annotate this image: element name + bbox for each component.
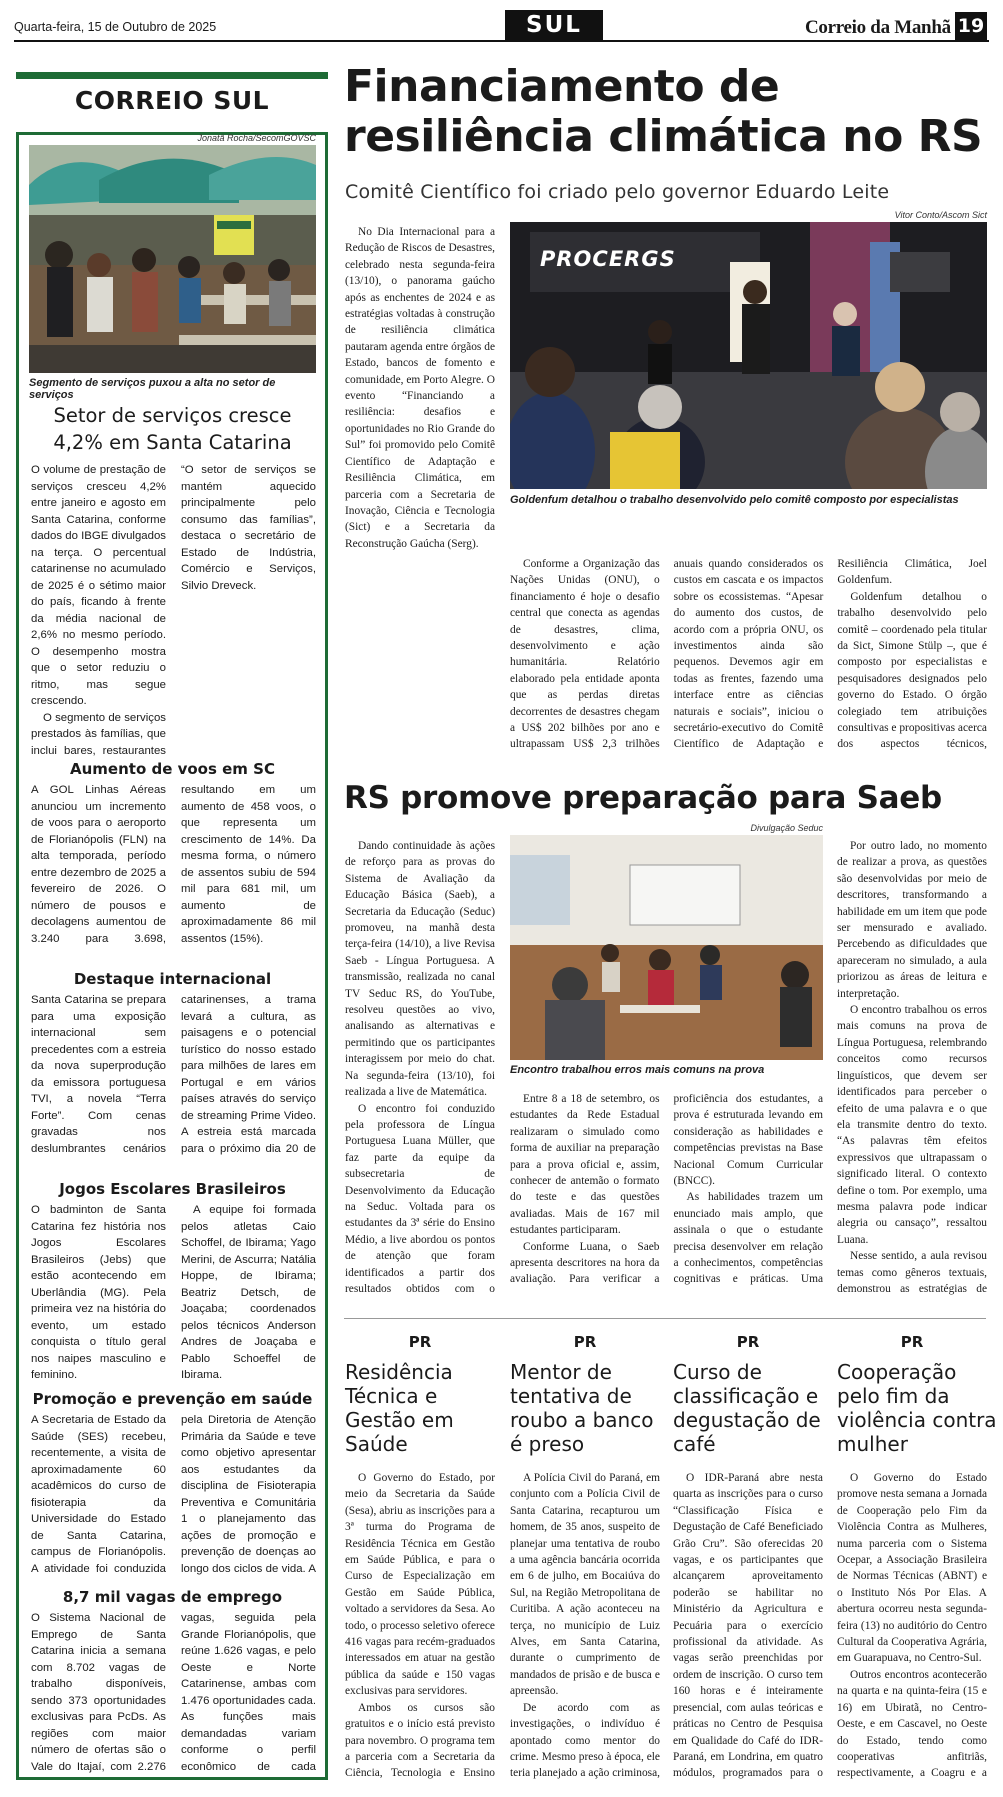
saeb-column-4 — [837, 838, 987, 1300]
paragraph: Dando continuidade às ações de reforço para as provas do Sistema de Avaliação da Educação Básica (Saeb), a Secretaria da Educação (Seduc) promoveu, na manhã desta terça-feira (14/10), a live Revisa Saeb - Língua Portuguesa. A transmissão, realizada no canal TV Seduc RS, do YouTube, resolveu questões ao vivo, analisando as alternativas e permitindo que os participantes interagissem por meio do chat. Na segunda-feira (13/10), foi realizada a live de Matemática. — [345, 840, 495, 1099]
paragraph: A Polícia Civil do Paraná, em conjunto com a Polícia Civil de Santa Catarina, recapturou um homem, de 35 anos, suspeito de planejar uma tentativa de roubo a uma agência bancária ocorrida em 6 de julho, em Bocaiúva do Sul, na Região Metropolitana de Curitiba. A ação aconteceu na terça, no município de Luiz Alves, em Santa Catarina, durante o cumprimento de mandados de prisão e de busca e apreensão. — [510, 1472, 660, 1698]
paragraph: O volume de prestação de serviços cresceu 4,2% entre janeiro e agosto em Santa Catarina, conforme dados do IBGE divulgados na terça. O percentual catarinense no acumulado de 2025 é o sétimo maior do país, ficando à frente da média nacional de 2,6% no mesmo período. O desempenho mostra que o setor reduziu o ritmo, mas segue crescendo. — [31, 464, 166, 707]
photo-sign-procergs: PROCERGS — [540, 247, 676, 271]
lead-headline: Financiamento de resiliência climática no RS — [344, 61, 983, 162]
paragraph: A GOL Linhas Aéreas anunciou um incremento de voos para o aeroporto de Florianópolis (FLN) na alta temporada, período entre dezembro de 2025 a fevereiro de 2026. O número de pousos e decolagens aumentou de 3.240 para 3.698, resultando em um aumento de 458 voos, o que representa um crescimento de 14%. Da mesma forma, o número de assentos subiu de 594 mil para 681 mil, um aumento de aproximadamente 86 mil assentos (15%). — [31, 784, 316, 945]
sidebar-title: CORREIO SUL — [74, 86, 270, 115]
page-number: 19 — [955, 12, 987, 40]
lead-deck: Comitê Científico foi criado pelo governor Eduardo Leite — [345, 181, 890, 203]
brief3-tag: PR — [736, 1333, 760, 1351]
sidebar-story6-title: 8,7 mil vagas de emprego — [62, 1588, 283, 1606]
saeb-photo — [510, 835, 823, 1060]
sidebar-photo — [29, 145, 316, 373]
sidebar-story1-col2 — [181, 462, 316, 762]
sidebar-story2-text — [31, 782, 316, 957]
paragraph: Santa Catarina se prepara para uma exposição internacional sem precedentes com a estreia da nova superprodução da emissora portuguesa TVI, a novela “Terra Forte”. Com cenas gravadas nos deslumbrantes cenários catarinenses, a trama levará a cultura, as paisagens e o potencial turístico do nosso estado para milhões de lares em Portugal e em vários países através do serviço de streaming Prime Video. A estreia está marcada para o próximo dia 20 de — [31, 994, 316, 1155]
restaurant-scene-illustration — [29, 145, 316, 373]
paragraph: “O setor de serviços se mantém aquecido principalmente pelo consumo das famílias”, destaca o secretário de Estado de Indústria, Comércio e Serviços, Silvio Dreveck. — [181, 464, 316, 592]
paragraph: Goldenfum detalhou o trabalho desenvolvido pelo comitê – coordenado pela titular da Sict, Simone Stülp –, que é composto por especialistas e pesquisadores designados pelo governo do Estado. O órgão colegiado tem atribuições consultivas e propositivas acerca dos aspectos técnicos, — [837, 590, 987, 751]
paragraph: A Secretaria de Estado da Saúde (SES) recebeu, recentemente, a visita de aproximadamente 60 acadêmicos do curso de fisioterapia da Universidade do Estado de Santa Catarina, campus de Florianópolis. A atividade foi conduzida pela Diretoria de Atenção Primária da Saúde e teve como objetivo apresentar aos estudantes da disciplina de Fisioterapia Preventiva e Comunitária 1 o planejamento das ações de promoção e prevenção de doenças ao longo dos ciclos de vida. A — [31, 1414, 316, 1575]
paragraph: O Governo do Estado, por meio da Secretaria da Saúde (Sesa), abriu as inscrições para a 3ª turma do Programa de Residência Técnica em Gestão em Saúde Pública, e para o Curso de Especialização em Gestão em Saúde Pública, voltado a servidores da Sesa. Ao todo, o processo seletivo oferece 416 vagas para recém-graduados interessados em atuar na gestão pública da saúde e 150 vagas exclusivas para servidores. — [345, 1472, 495, 1698]
brief2-tag: PR — [573, 1333, 597, 1351]
paragraph: As habilidades trazem um enunciado mais amplo, que assinala o que o estudante precisa desenvolver em relação a conhecimentos, competências cognitivas e práticas. Uma — [673, 1191, 823, 1286]
classroom-illustration — [510, 835, 823, 1060]
newspaper-name: Correio da Manhã — [805, 17, 951, 38]
brief3-text — [673, 1470, 823, 1780]
sidebar-photo-caption: Segmento de serviços puxou a alta no setor de serviços — [29, 377, 276, 401]
brief3-title: Curso de classificação e degustação de café — [673, 1360, 821, 1456]
sidebar-top-bar — [16, 72, 328, 79]
saeb-photo-credit: Divulgação Seduc — [750, 823, 823, 833]
brief1-title: Residência Técnica e Gestão em Saúde — [345, 1360, 454, 1456]
paragraph: Por outro lado, no momento de realizar a prova, as questões são desenvolvidas por meio de descritores, transformando a habilidade em um item que pode ser mensurado e avaliado. Percebendo as dificuldades que apareceram no simulado, a aula priorizou as áreas de leitura e interpretação. — [837, 840, 987, 1000]
sidebar-story3-text — [31, 992, 316, 1167]
brief4-text — [837, 1470, 987, 1780]
sidebar-story5-title: Promoção e prevenção em saúde — [32, 1390, 313, 1408]
sidebar-story5-text — [31, 1412, 316, 1584]
brief4-title: Cooperação pelo fim da violência contra mulher — [837, 1360, 997, 1456]
paragraph: O segmento de serviços prestados às famílias, que inclui bares, restaurantes — [31, 711, 166, 757]
paragraph: O IDR-Paraná abre nesta quarta as inscrições para o curso “Classificação Física e Degustação de Café Beneficiado Grão Cru”. São oferecidas 20 vagas, e os participantes que alcançarem aproveitamento poderão se habilitar no Ministério da Agricultura e Pecuária para o exercício profissional da atividade. As vagas serão preenchidas por ordem de inscrição. O curso tem 160 horas e é inteiramente presencial, com aulas teóricas e práticas no Centro de Pesquisa em Qualidade do Café do IDR-Paraná, em Londrina, em quatro módulos, programados para o — [673, 1472, 823, 1780]
paragraph: De acordo com as investigações, o indivíduo é apontado como mentor do crime. Mesmo preso à época, ele teria planejado a ação criminosa, — [510, 1701, 660, 1780]
lead-photo — [510, 222, 987, 489]
paragraph: Conforme Luana, o Saeb apresenta descritores na hora da avaliação. Para verificar a proficiência dos estudantes, a prova é estruturada levando em consideração as habilidades e competências previstas na Base Nacional Comum Curricular (BNCC). — [510, 1093, 823, 1286]
paragraph: Entre 8 a 18 de setembro, os estudantes da Rede Estadual realizaram o simulado como forma de auxiliar na preparação para a prova oficial e, assim, conhecer de antemão o formato do teste e das questões avaliadas. Mais de 167 mil estudantes participaram. — [510, 1093, 660, 1237]
lead-photo-credit: Vitor Conto/Ascom Sict — [894, 210, 987, 220]
saeb-column-1 — [345, 838, 495, 1296]
brief2-text — [510, 1470, 660, 1780]
sidebar-story4-title: Jogos Escolares Brasileiros — [59, 1180, 286, 1198]
masthead-rule — [14, 40, 989, 42]
paragraph: A equipe foi formada pelos atletas Caio Schoffel, de Ibirama; Yago Merini, de Ascurra; Natália Hoppe, de Ibirama; Beatriz Detsch, de Joaçaba; coordenados pelos técnicos Anderson Andres de Joaçaba e Pablo Schoeffel de Ibirama. — [181, 1204, 316, 1381]
lead-columns-2-4 — [510, 556, 987, 768]
paragraph: O Sistema Nacional de Emprego de Santa Catarina inicia a semana com 8.702 vagas de trabalho disponíveis, sendo 373 oportunidades exclusivas para PcDs. As regiões com maior número de ofertas são o Vale do Itajaí, com 2.276 vagas, seguida pela Grande Florianópolis, que reúne 1.626 vagas, e pelo Oeste e Norte Catarinense, ambas com 1.476 oportunidades cada. As funções mais demandadas variam conforme o perfil econômico de cada — [31, 1612, 316, 1773]
sidebar-headline: Setor de serviços cresce 4,2% em Santa Catarina — [53, 404, 292, 454]
brief1-text — [345, 1470, 495, 1780]
paragraph: No Dia Internacional para a Redução de Riscos de Desastres, celebrado nesta segunda-feira (13/10), o panorama gaúcho após as enchentes de 2024 e as estratégias voltadas à construção de resiliência climática pautaram agenda entre órgãos de Estado, bancos de fomento e comunidade, em Porto Alegre. O evento “Financiando a resiliência: desafios e oportunidades no Rio Grande do Sul” foi promovido pelo Comitê Científico de Adaptação e Resiliência Climática, em parceria com a Secretaria de Inovação, Ciência e Tecnologia (Sict) e a Secretaria da Reconstrução Gaúcha (Serg). — [345, 226, 495, 550]
section-label: SUL — [505, 10, 603, 40]
brief4-tag: PR — [900, 1333, 924, 1351]
saeb-columns-2-3 — [510, 1091, 823, 1301]
paragraph: Ambos os cursos são gratuitos e o início está previsto para novembro. O programa tem a parceria com a Secretaria da Ciência, Tecnologia e Ensino — [345, 1701, 495, 1780]
sidebar-story2-title: Aumento de voos em SC — [70, 760, 275, 778]
paragraph: Outros encontros acontecerão na quarta e na quinta-feira (15 e 16) em Ubiratã, no Centro-Oeste, e em Cascavel, no Oeste do Estado, tendo como cooperativas anfitriãs, respectivamente, a Coagru e a — [837, 1668, 987, 1780]
sidebar-story3-title: Destaque internacional — [73, 970, 272, 988]
lead-column-1b — [345, 503, 495, 773]
paragraph: O badminton de Santa Catarina fez história nos Jogos Escolares Brasileiros (Jebs) que estão acontecendo em Uberlândia (MG). Pela primeira vez na história do evento, um estado conquista o título geral nos naipes masculino e feminino. — [31, 1204, 166, 1381]
paragraph: O Governo do Estado promove nesta semana a Jornada de Cooperação pelo Fim da Violência Contra as Mulheres, numa parceria com o Sistema Ocepar, a Associação Brasileira de Normas Técnicas (ABNT) e o Instituto Nós Por Elas. A abertura ocorreu nesta segunda-feira (13) no auditório do Centro Cultural da Cooperativa Agrária, em Guarapuava, no Centro-Sul. — [837, 1472, 987, 1665]
briefs-rule — [344, 1318, 986, 1319]
sidebar-story1-col1 — [31, 462, 166, 762]
sidebar-story4-text — [31, 1202, 316, 1387]
sidebar-story6-text — [31, 1610, 316, 1776]
brief1-tag: PR — [408, 1333, 432, 1351]
brief2-title: Mentor de tentativa de roubo a banco é preso — [510, 1360, 654, 1456]
lead-photo-caption: Goldenfum detalhou o trabalho desenvolvido pelo comitê composto por especialistas — [510, 494, 959, 506]
masthead-date: Quarta-feira, 15 de Outubro de 2025 — [14, 20, 217, 34]
paragraph: Conforme a Organização das Nações Unidas (ONU), o financiamento é hoje o desafio central que conecta as agendas de desastres, clima, desenvolvimento e ação humanitária. Relatório elaborado pela entidade aponta que as perdas diretas decorrentes de desastres chegam a US$ 202 bilhões por ano e ultrapassam US$ 2,3 trilhões anuais quando considerados os custos em cascata e os impactos sobre os ecossistemas. “Apesar do aumento dos custos, de acordo com a própria ONU, os investimentos ainda são pequenos. Devemos agir em todas as frentes, fazendo uma interface entre as ciências naturais e sociais”, iniciou o secretário-executivo do Comitê Científico de Adaptação e Resiliência Climática, Joel Goldenfum. — [510, 558, 987, 751]
paragraph: O encontro foi conduzido pela professora de Língua Portuguesa Luana Müller, que faz parte da equipe da subsecretaria de Desenvolvimento da Educação na Seduc. Voltada para os estudantes da 3ª série do Ensino Médio, a live abordou os pontos de atenção que foram identificados a partir dos resultados obtidos com o — [345, 1102, 495, 1295]
paragraph: Nesse sentido, a aula revisou temas como gêneros textuais, demonstrou as estratégias de — [837, 1250, 987, 1295]
sidebar-photo-credit: Jonatã Rocha/SecomGOVSC — [197, 133, 316, 143]
saeb-photo-caption: Encontro trabalhou erros mais comuns na prova — [510, 1064, 765, 1076]
saeb-headline: RS promove preparação para Saeb — [344, 780, 942, 816]
paragraph: O encontro trabalhou os erros mais comuns na prova de Língua Portuguesa, relembrando conceitos como recursos linguísticos, que devem ser identificados para perceber o efeito de uma palavra e o que ela transmite dentro do texto. “As palavras têm efeitos expressivos que ultrapassam o significado literal. O contexto define o tom. Por exemplo, uma mesma palavra pode indicar alegria ou cansaço”, ressaltou Luana. — [837, 1004, 987, 1246]
